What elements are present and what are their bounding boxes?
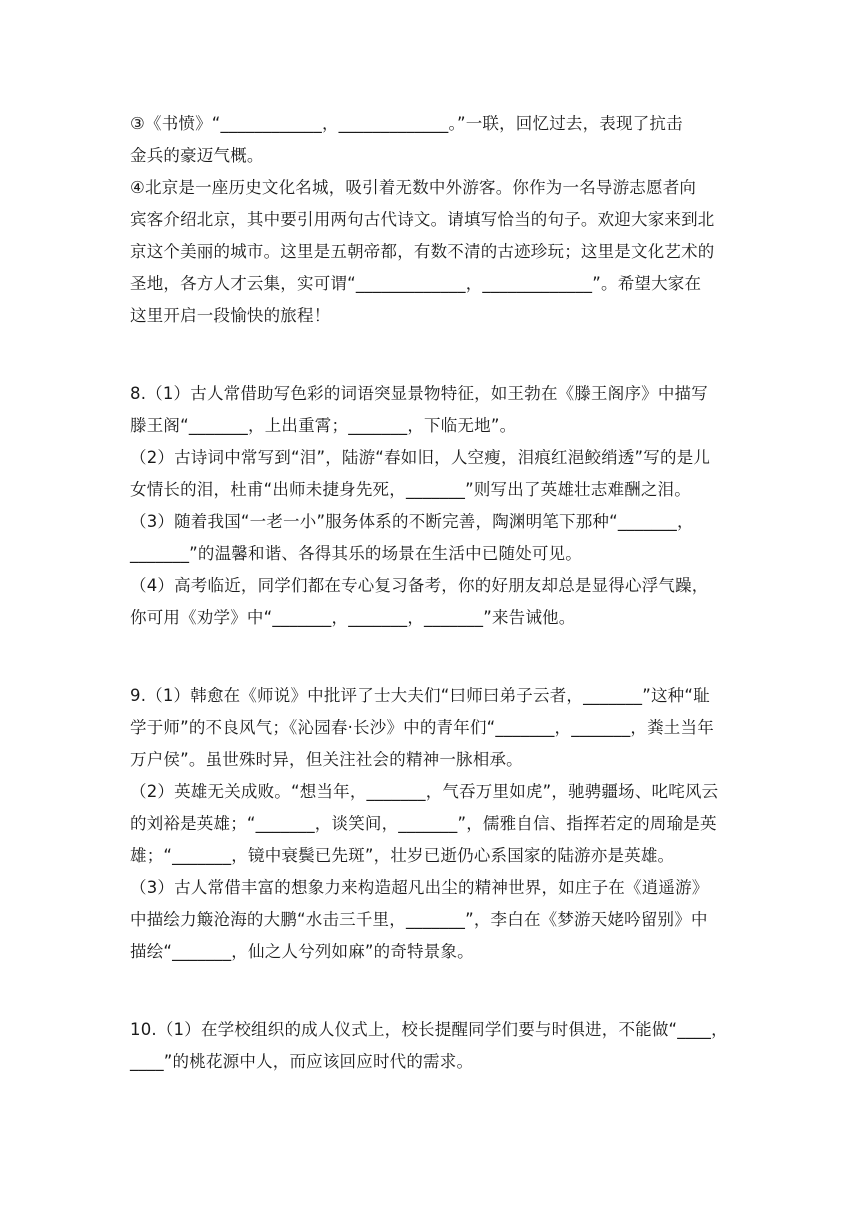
text-line: ③《书愤》“____________，_____________。”一联，回忆过去，表现了抗击 — [130, 114, 683, 133]
text-line: 这里开启一段愉快的旅程！ — [130, 306, 331, 325]
text-line: 中描绘力簸沧海的大鹏“水击三千里，_______”，李白在《梦游天姥吟留别》中 — [130, 910, 708, 929]
text-line: 9.（1）韩愈在《师说》中批评了士大夫们“曰师曰弟子云者，_______”这种“耻 — [130, 686, 710, 705]
text-line: 的刘裕是英雄；“_______，谈笑间，_______”，儒雅自信、指挥若定的周瑜是英 — [130, 814, 717, 833]
text-line: 女情长的泪，杜甫“出师未捷身先死，_______”则写出了英雄壮志难酬之泪。 — [130, 480, 691, 499]
text-line: 10.（1）在学校组织的成人仪式上，校长提醒同学们要与时俱进，不能做“____， — [130, 1020, 728, 1039]
spacer — [130, 332, 730, 378]
text-line: 雄；“_______，镜中衰鬓已先斑”，壮岁已逝仍心系国家的陆游亦是英雄。 — [130, 846, 675, 865]
text-line: （2）英雄无关成败。“想当年，_______，气吞万里如虎”，驰骋疆场、叱咤风云 — [130, 782, 719, 801]
document-content — [130, 108, 730, 1078]
text-line: ④北京是一座历史文化名城，吸引着无数中外游客。你作为一名导游志愿者向 — [130, 178, 697, 197]
text-line: （3）随着我国“一老一小”服务体系的不断完善，陶渊明笔下那种“_______， — [130, 512, 694, 531]
text-line: 8.（1）古人常借助写色彩的词语突显景物特征，如王勃在《滕王阁序》中描写 — [130, 384, 708, 403]
question-7-block — [130, 108, 730, 332]
text-line: 万户侯”。虽世殊时异，但关注社会的精神一脉相承。 — [130, 750, 523, 769]
text-line: 学于师”的不良风气；《沁园春·长沙》中的青年们“_______，_______，粪土当年 — [130, 718, 714, 737]
text-line: 描绘“_______，仙之人兮列如麻”的奇特景象。 — [130, 942, 474, 961]
text-line: 圣地，各方人才云集，实可谓“_____________，_____________”。希望大家在 — [130, 274, 702, 293]
question-9-block — [130, 680, 730, 968]
text-line: _______”的温馨和谐、各得其乐的场景在生活中已随处可见。 — [130, 544, 582, 563]
text-line: ____”的桃花源中人，而应该回应时代的需求。 — [130, 1052, 474, 1071]
question-8-block — [130, 378, 730, 634]
text-line: 金兵的豪迈气概。 — [130, 146, 264, 165]
text-line: 京这个美丽的城市。这里是五朝帝都，有数不清的古迹珍玩；这里是文化艺术的 — [130, 242, 715, 261]
text-line: （4）高考临近，同学们都在专心复习备考，你的好朋友却总是显得心浮气躁， — [130, 576, 709, 595]
text-line: 你可用《劝学》中“_______，_______，_______”来告诫他。 — [130, 608, 576, 627]
text-line: （2）古诗词中常写到“泪”，陆游“春如旧，人空瘦，泪痕红浥鲛绡透”写的是儿 — [130, 448, 711, 467]
question-10-block — [130, 1014, 730, 1078]
text-line: 滕王阁“_______，上出重霄；_______，下临无地”。 — [130, 416, 517, 435]
text-line: （3）古人常借丰富的想象力来构造超凡出尘的精神世界，如庄子在《逍遥游》 — [130, 878, 709, 897]
spacer — [130, 968, 730, 1014]
text-line: 宾客介绍北京，其中要引用两句古代诗文。请填写恰当的句子。欢迎大家来到北 — [130, 210, 715, 229]
spacer — [130, 634, 730, 680]
